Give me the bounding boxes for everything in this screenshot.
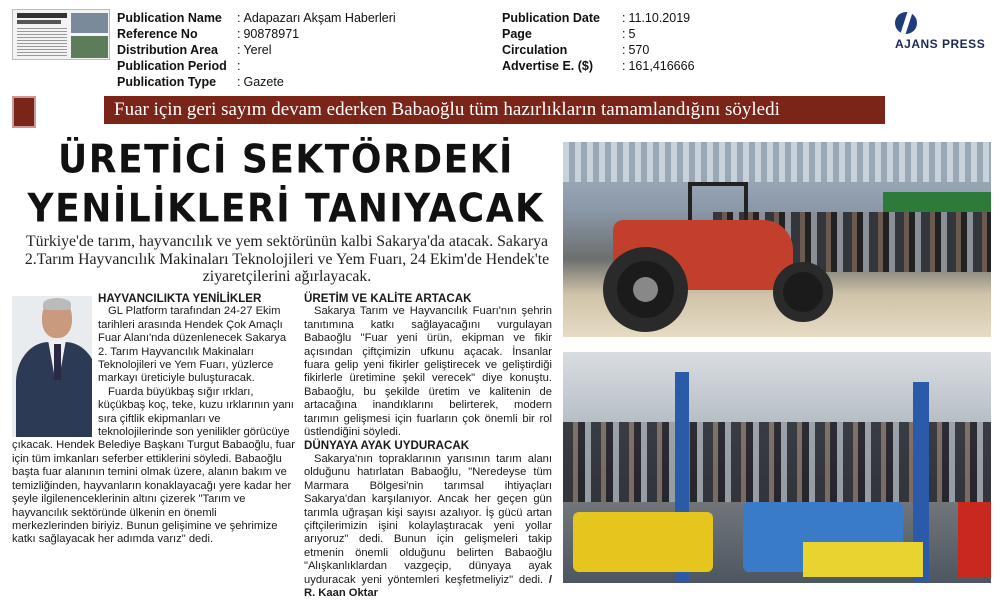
thumbnail-image — [71, 36, 108, 58]
meta-value: 11.10.2019 — [628, 11, 691, 25]
portrait-photo — [12, 296, 92, 437]
yellow-machine — [573, 512, 713, 572]
meta-row-reference-no — [117, 26, 396, 42]
paragraph — [304, 453, 552, 600]
tractor-front-wheel — [773, 262, 833, 322]
meta-value: 5 — [628, 27, 636, 41]
fair-crowd-photo — [563, 352, 991, 583]
meta-value: 161,416666 — [628, 59, 695, 73]
meta-row-page — [502, 26, 695, 42]
meta-separator: : — [237, 75, 241, 89]
publication-info-right — [502, 10, 695, 74]
meta-label: Circulation — [502, 43, 568, 57]
meta-separator: : — [237, 43, 241, 57]
meta-value: 90878971 — [243, 27, 300, 41]
yellow-machine — [803, 542, 923, 577]
thumbnail-title-block — [17, 13, 67, 18]
meta-label: Page — [502, 27, 532, 41]
meta-separator: : — [622, 27, 626, 41]
meta-row-publication-name — [117, 10, 396, 26]
ajans-press-logo — [893, 12, 991, 52]
thumbnail-image — [71, 13, 108, 33]
meta-row-publication-period — [117, 58, 396, 74]
meta-value: Gazete — [243, 75, 284, 89]
headline-line: YENİLİKLERİ TANIYACAK — [27, 186, 545, 232]
meta-row-advertise-equivalent — [502, 58, 695, 74]
tractor-photo — [563, 142, 991, 337]
meta-label: Reference No — [117, 27, 198, 41]
article-headline — [16, 136, 556, 233]
bookmark-icon — [12, 96, 36, 128]
thumbnail-title-block — [17, 20, 61, 24]
thumbnail-text-block — [17, 28, 67, 58]
paragraph: GL Platform tarafından 24-27 Ekim tarihleri arasında Hendek Çok Amaçlı Fuar Alanı'nda düzenlenecek Sakarya 2. Tarım Hayvancılık Makinaları Teknolojileri ve Yem Fuarı, yüzlerce markayı üreticiyle buluşturacak. — [98, 305, 287, 385]
meta-separator: : — [622, 11, 626, 25]
meta-separator: : — [237, 59, 241, 73]
section-subhead: ÜRETİM VE KALİTE ARTACAK — [304, 292, 472, 305]
red-sign — [958, 502, 991, 577]
meta-separator: : — [622, 59, 626, 73]
meta-label: Advertise E. ($) — [502, 59, 594, 73]
portrait-hair — [43, 298, 71, 310]
headline-line: ÜRETİCİ SEKTÖRDEKİ — [58, 138, 514, 183]
meta-row-publication-type — [117, 74, 396, 90]
publication-info-left — [117, 10, 396, 90]
meta-row-distribution-area — [117, 42, 396, 58]
article-kicker: Fuar için geri sayım devam ederken Babaoğlu tüm hazırlıkların tamamlandığını söyledi — [114, 99, 780, 120]
article-column-1 — [12, 292, 295, 547]
meta-row-circulation — [502, 42, 695, 58]
article-column-2 — [304, 292, 552, 600]
tractor-rear-wheel — [603, 247, 688, 332]
paragraph: Sakarya Tarım ve Hayvancılık Fuarı'nın şehrin tanıtımına katkı sağlayacağını vurgulayan Babaoğlu "Fuar yeni ürün, ekipman ve fikir açısından çiftçimizin ufkunu açacak. İnsanlar fuara gelip yeni fikirler geliştirecek ve geliştirdiği fikirlerle üretimine şekil verecek" diye konuştu. Babaoğlu, bu şekilde üretim ve kalitenin de artacağına inandıklarını belirterek, modern tarımın gelişmesi için fuarların çok önemli bir rol üstlendiğini söyledi. — [304, 305, 552, 439]
paragraph: Fuarda büyükbaş sığır ırkları, küçükbaş koç, teke, kuzu ırklarının yanı sıra çiftlik ekipmanları ve teknolojilerinde son yenilikler görücüye çıkacak. Hendek Belediye Başkanı Turgut Babaoğlu, fuar için tüm imkanları seferber ettiklerini söyledi. Babaoğlu başta fuar alanının temini olmak üzere, alanın bakım ve temizliğinden, hayvanların konaklayacağı yere kadar her şeyle ilgilenenceklerinin altını çizerek "Tarım ve hayvancılık sektöründe ülkenin en önemli merkezlerinden biriyiz. Bunun gelişimine ve şehrimize katkı sağlayacak her adımda varız" dedi. — [12, 385, 295, 546]
meta-label: Publication Date — [502, 11, 600, 25]
meta-label: Publication Name — [117, 11, 222, 25]
paragraph-text: Sakarya'nın topraklarının yarısının tarım alanı olduğunu hatırlatan Babaoğlu, "Neredeyse tüm Marmara Bölgesi'nin tarımsal ihtiyaçları Sakarya'dan karşılanıyor. Ancak her geçen gün tarımla uğraşan kişi sayısı azalıyor. İş gücü artan çiftçilerimizin işini kolaylaştıracak yeni yollar arıyoruz" dedi. Bunun için gelişmeleri takip etmenin önemli olduğunu belirten Babaoğlu "Alışkanlıklardan vazgeçip, dünyaya ayak uyduracak yeni yöntemleri keşfetmeliyiz" dedi. — [304, 452, 552, 586]
meta-separator: : — [237, 11, 241, 25]
meta-label: Distribution Area — [117, 43, 218, 57]
meta-label: Publication Type — [117, 75, 217, 89]
meta-separator: : — [237, 27, 241, 41]
logo-text: AJANS PRESS — [895, 37, 986, 51]
section-subhead: DÜNYAYA AYAK UYDURACAK — [304, 439, 470, 453]
meta-row-publication-date — [502, 10, 695, 26]
meta-label: Publication Period — [117, 59, 227, 73]
page-thumbnail[interactable] — [12, 9, 110, 60]
article-deck: Türkiye'de tarım, hayvancılık ve yem sektörünün kalbi Sakarya'da atacak. Sakarya 2.Tarım Hayvancılık Makinaları Teknolojileri ve Yem Fuarı, 24 Ekim'de Hendek'te ziyaretçilerini ağırlayacak. — [24, 233, 550, 285]
portrait-tie — [54, 344, 61, 380]
hall-roof — [563, 142, 991, 182]
meta-value: Yerel — [243, 43, 272, 57]
meta-value: 570 — [628, 43, 650, 57]
byline: / R. Kaan Oktar — [304, 573, 552, 599]
meta-separator: : — [622, 43, 626, 57]
meta-value: Adapazarı Akşam Haberleri — [243, 11, 396, 25]
globe-icon — [895, 12, 917, 34]
section-subhead: HAYVANCILIKTA YENİLİKLER — [98, 292, 262, 305]
